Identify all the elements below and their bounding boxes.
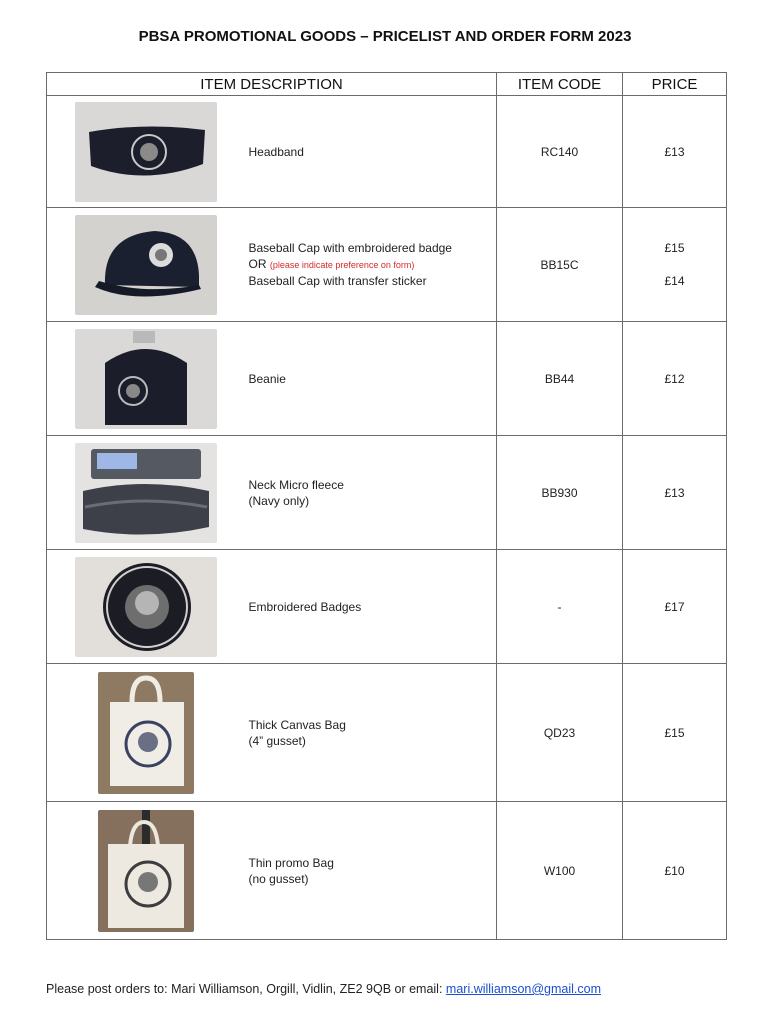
or-label: OR bbox=[248, 257, 267, 271]
description-line: Neck Micro fleece bbox=[248, 477, 344, 492]
price-embroidered: £15 bbox=[664, 241, 685, 255]
table-header-row bbox=[47, 73, 727, 96]
item-code: - bbox=[497, 550, 623, 664]
price-gap bbox=[623, 256, 726, 273]
header-price: PRICE bbox=[623, 73, 727, 96]
table-row bbox=[47, 550, 727, 664]
item-code: RC140 bbox=[497, 96, 623, 208]
photo-cell bbox=[47, 802, 245, 940]
item-description bbox=[245, 208, 497, 322]
description-line: Baseball Cap with embroidered badge bbox=[248, 241, 452, 255]
item-code: BB930 bbox=[497, 436, 623, 550]
price-table bbox=[46, 72, 727, 940]
item-price: £13 bbox=[623, 436, 727, 550]
photo-cell bbox=[47, 208, 245, 322]
item-code: QD23 bbox=[497, 664, 623, 802]
photo-cell bbox=[47, 550, 245, 664]
table-row bbox=[47, 96, 727, 208]
item-description bbox=[245, 664, 497, 802]
header-item-code: ITEM CODE bbox=[497, 73, 623, 96]
footer-text: Please post orders to: Mari Williamson, Orgill, Vidlin, ZE2 9QB or email: bbox=[46, 982, 446, 996]
item-price bbox=[623, 208, 727, 322]
description-line: (4” gusset) bbox=[248, 733, 306, 748]
table-row bbox=[47, 322, 727, 436]
item-description bbox=[245, 436, 497, 550]
item-description bbox=[245, 802, 497, 940]
item-code: BB15C bbox=[497, 208, 623, 322]
headband-photo bbox=[75, 102, 217, 202]
table-row bbox=[47, 436, 727, 550]
footer-address bbox=[46, 982, 601, 996]
item-code: BB44 bbox=[497, 322, 623, 436]
item-price: £15 bbox=[623, 664, 727, 802]
table-row bbox=[47, 802, 727, 940]
item-price: £17 bbox=[623, 550, 727, 664]
photo-cell bbox=[47, 664, 245, 802]
badge-photo bbox=[75, 557, 217, 657]
description-line: Baseball Cap with transfer sticker bbox=[248, 274, 427, 288]
item-description: Embroidered Badges bbox=[245, 550, 497, 664]
email-link[interactable]: mari.williamson@gmail.com bbox=[445, 982, 601, 996]
promo-bag-photo bbox=[98, 810, 194, 932]
photo-cell bbox=[47, 96, 245, 208]
description-line: Thick Canvas Bag bbox=[248, 717, 346, 732]
header-item-description: ITEM DESCRIPTION bbox=[47, 73, 497, 96]
baseball-cap-photo bbox=[75, 215, 217, 315]
description-line bbox=[249, 256, 497, 273]
description-line: (Navy only) bbox=[248, 493, 310, 508]
preference-note: (please indicate preference on form) bbox=[269, 260, 415, 270]
photo-cell bbox=[47, 322, 245, 436]
table-row bbox=[47, 208, 727, 322]
beanie-photo bbox=[75, 329, 217, 429]
page-title: PBSA PROMOTIONAL GOODS – PRICELIST AND ORDER FORM 2023 bbox=[138, 28, 632, 45]
price-transfer: £14 bbox=[664, 274, 685, 288]
table-row bbox=[47, 664, 727, 802]
item-code: W100 bbox=[497, 802, 623, 940]
item-description: Headband bbox=[245, 96, 497, 208]
canvas-bag-photo bbox=[98, 672, 194, 794]
item-price: £10 bbox=[623, 802, 727, 940]
description-line: (no gusset) bbox=[248, 871, 309, 886]
photo-cell bbox=[47, 436, 245, 550]
item-price: £12 bbox=[623, 322, 727, 436]
item-price: £13 bbox=[623, 96, 727, 208]
description-line: Thin promo Bag bbox=[248, 855, 334, 870]
item-description: Beanie bbox=[245, 322, 497, 436]
neck-fleece-photo bbox=[75, 443, 217, 543]
